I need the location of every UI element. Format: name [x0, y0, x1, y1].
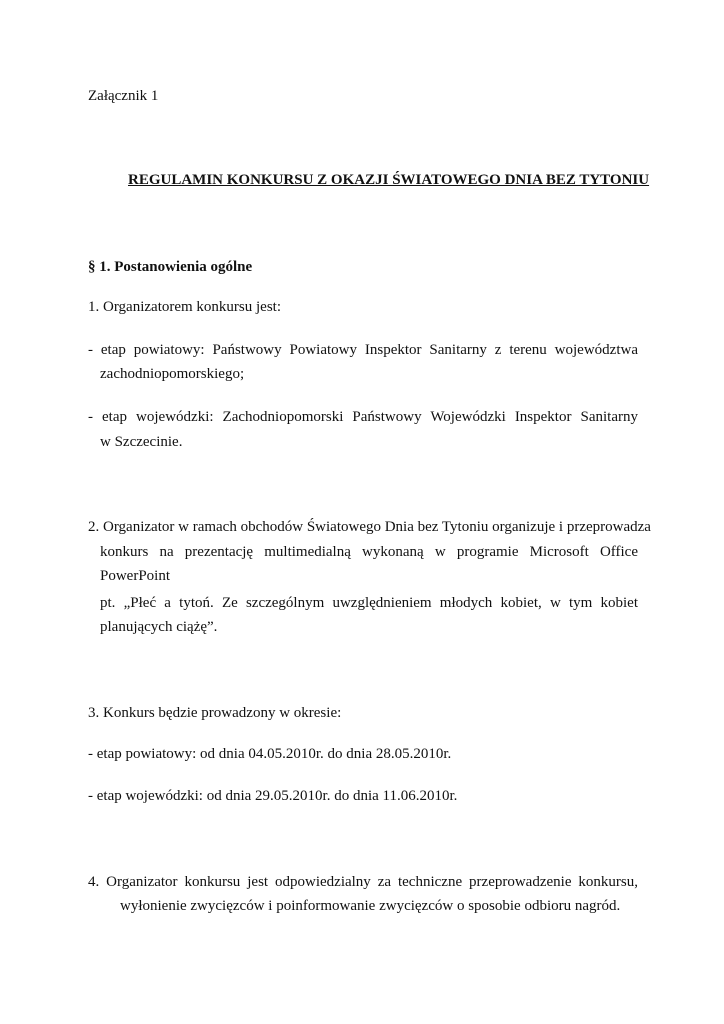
paragraph-3-voiv: - etap wojewódzki: od dnia 29.05.2010r. do dnia 11.06.2010r.: [88, 788, 458, 804]
paragraph-3-county: - etap powiatowy: od dnia 04.05.2010r. do dnia 28.05.2010r.: [88, 746, 452, 762]
paragraph-1-county-line1: - etap powiatowy: Państwowy Powiatowy Inspektor Sanitarny z terenu województwa: [88, 342, 638, 358]
section-heading: § 1. Postanowienia ogólne: [88, 259, 253, 275]
paragraph-1-intro: 1. Organizatorem konkursu jest:: [88, 299, 282, 315]
paragraph-2-line4: pt. „Płeć a tytoń. Ze szczególnym uwzględnieniem młodych kobiet, w tym kobiet: [100, 595, 638, 611]
annex-label: Załącznik 1: [88, 88, 159, 104]
paragraph-1-voiv-line2: w Szczecinie.: [100, 434, 183, 450]
paragraph-2-line2: konkurs na prezentację multimedialną wykonaną w programie Microsoft Office: [100, 544, 638, 560]
paragraph-2-line1: 2. Organizator w ramach obchodów Światowego Dnia bez Tytoniu organizuje i przeprowadza: [88, 519, 651, 535]
paragraph-2-line3: PowerPoint: [100, 568, 171, 584]
document-title: REGULAMIN KONKURSU Z OKAZJI ŚWIATOWEGO DNIA BEZ TYTONIU: [128, 172, 650, 188]
paragraph-3-intro: 3. Konkurs będzie prowadzony w okresie:: [88, 705, 342, 721]
paragraph-4-line2: wyłonienie zwycięzców i poinformowanie zwycięzców o sposobie odbioru nagród.: [120, 898, 621, 914]
paragraph-1-county-line2: zachodniopomorskiego;: [100, 366, 245, 382]
paragraph-2-line5: planujących ciążę”.: [100, 619, 218, 635]
paragraph-1-voiv-line1: - etap wojewódzki: Zachodniopomorski Państwowy Wojewódzki Inspektor Sanitarny: [88, 409, 638, 425]
paragraph-4-line1: 4. Organizator konkursu jest odpowiedzialny za techniczne przeprowadzenie konkursu,: [88, 874, 638, 890]
